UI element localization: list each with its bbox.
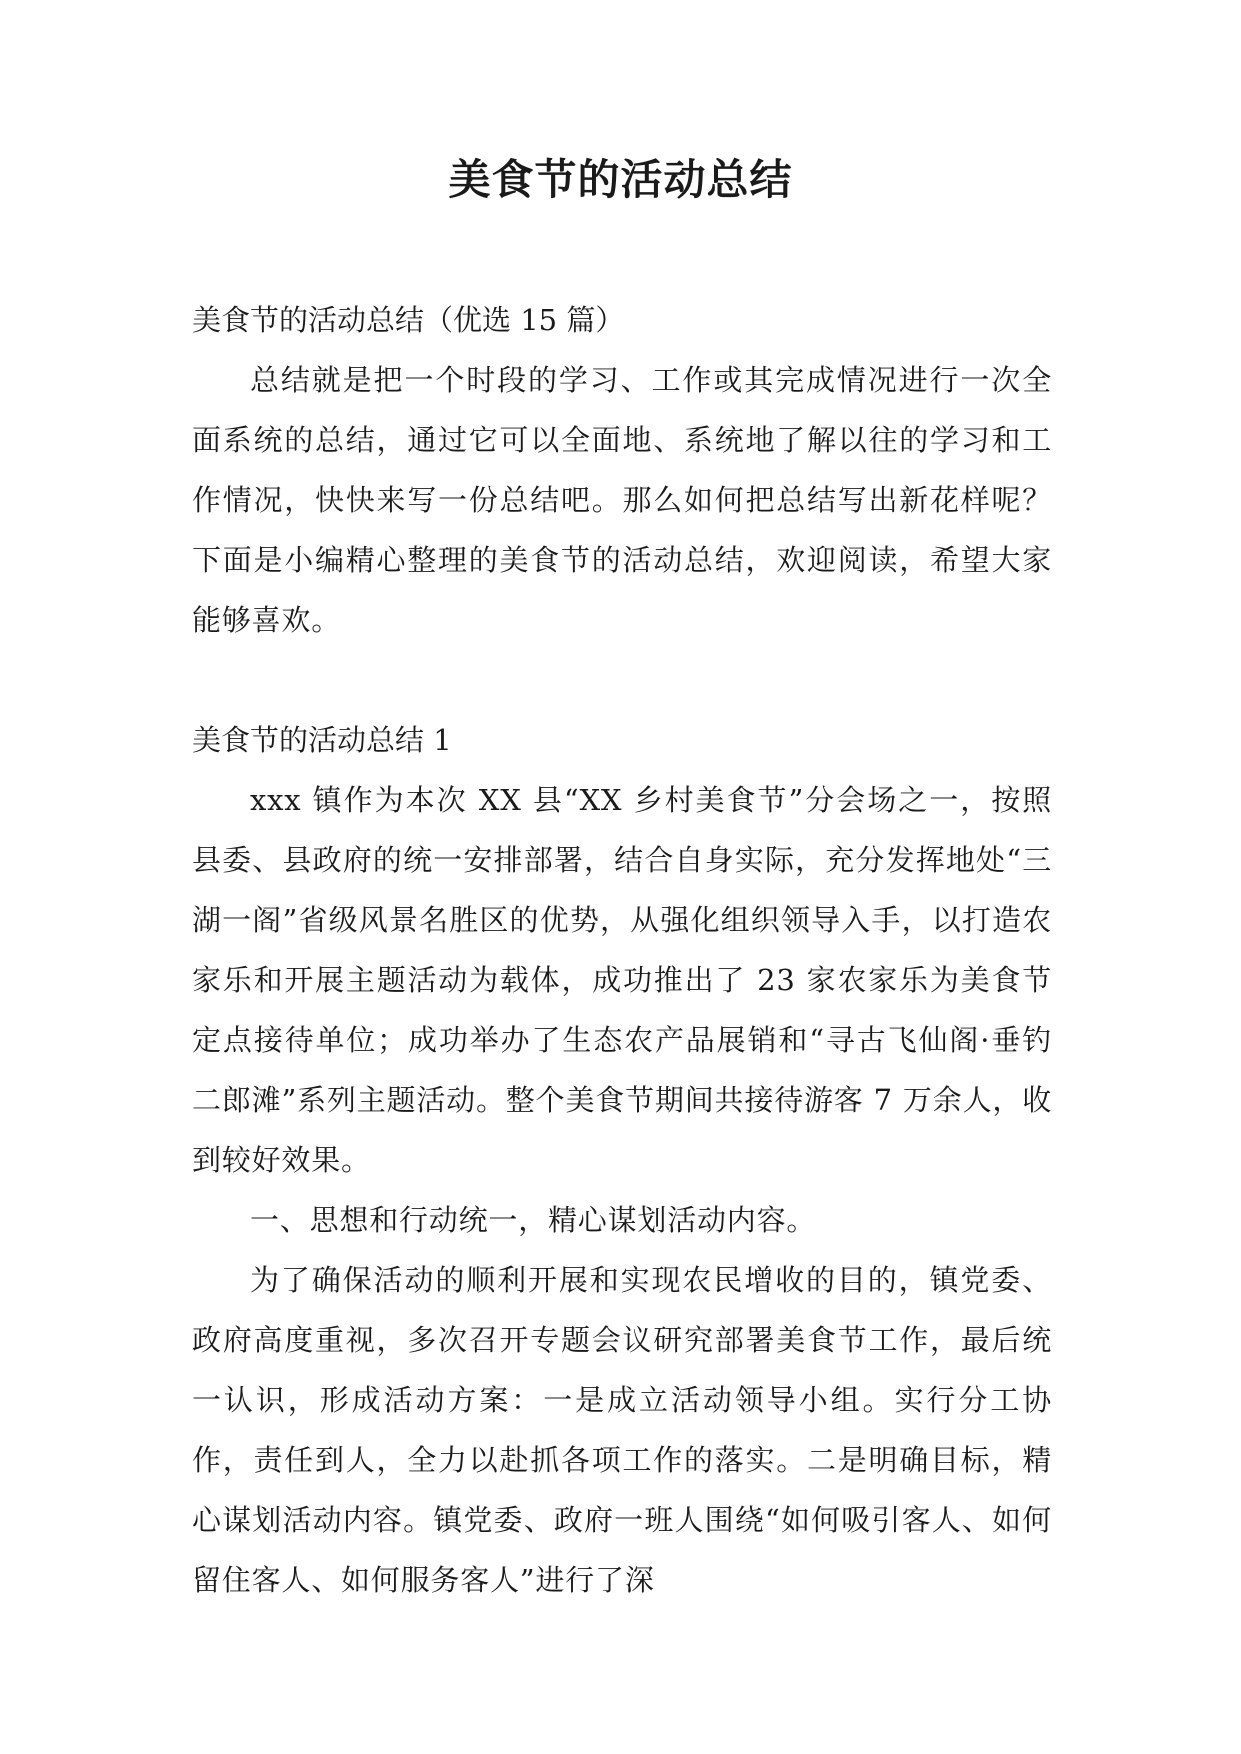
section-spacer: [192, 650, 1052, 710]
section-heading: 美食节的活动总结 1: [192, 723, 452, 757]
body-paragraph: 为了确保活动的顺利开展和实现农民增收的目的，镇党委、政府高度重视，多次召开专题会议研究部署美食节工作，最后统一认识，形成活动方案：一是成立活动领导小组。实行分工协作，责任到人，全力以赴抓各项工作的落实。二是明确目标，精心谋划活动内容。镇党委、政府一班人围绕“如何吸引客人、如何留住客人、如何服务客人”进行了深: [192, 1263, 1052, 1597]
document-subtitle: 美食节的活动总结（优选 15 篇）: [192, 303, 625, 337]
body-paragraph: xxx 镇作为本次 XX 县“XX 乡村美食节”分会场之一，按照县委、县政府的统一安排部署，结合自身实际，充分发挥地处“三湖一阁”省级风景名胜区的优势，从强化组织领导入手，以打造农家乐和开展主题活动为载体，成功推出了 23 家农家乐为美食节定点接待单位；成功举办了生态农产品展销和“寻古飞仙阁·垂钓二郎滩”系列主题活动。整个美食节期间共接待游客 7 万余人，收到较好效果。: [192, 783, 1052, 1177]
intro-paragraph: 总结就是把一个时段的学习、工作或其完成情况进行一次全面系统的总结，通过它可以全面地、系统地了解以往的学习和工作情况，快快来写一份总结吧。那么如何把总结写出新花样呢？下面是小编精心整理的美食节的活动总结，欢迎阅读，希望大家能够喜欢。: [192, 363, 1052, 637]
document-body: [192, 290, 1052, 1610]
document-title: 美食节的活动总结: [448, 155, 793, 204]
subheading-paragraph: 一、思想和行动统一，精心谋划活动内容。: [250, 1203, 817, 1237]
